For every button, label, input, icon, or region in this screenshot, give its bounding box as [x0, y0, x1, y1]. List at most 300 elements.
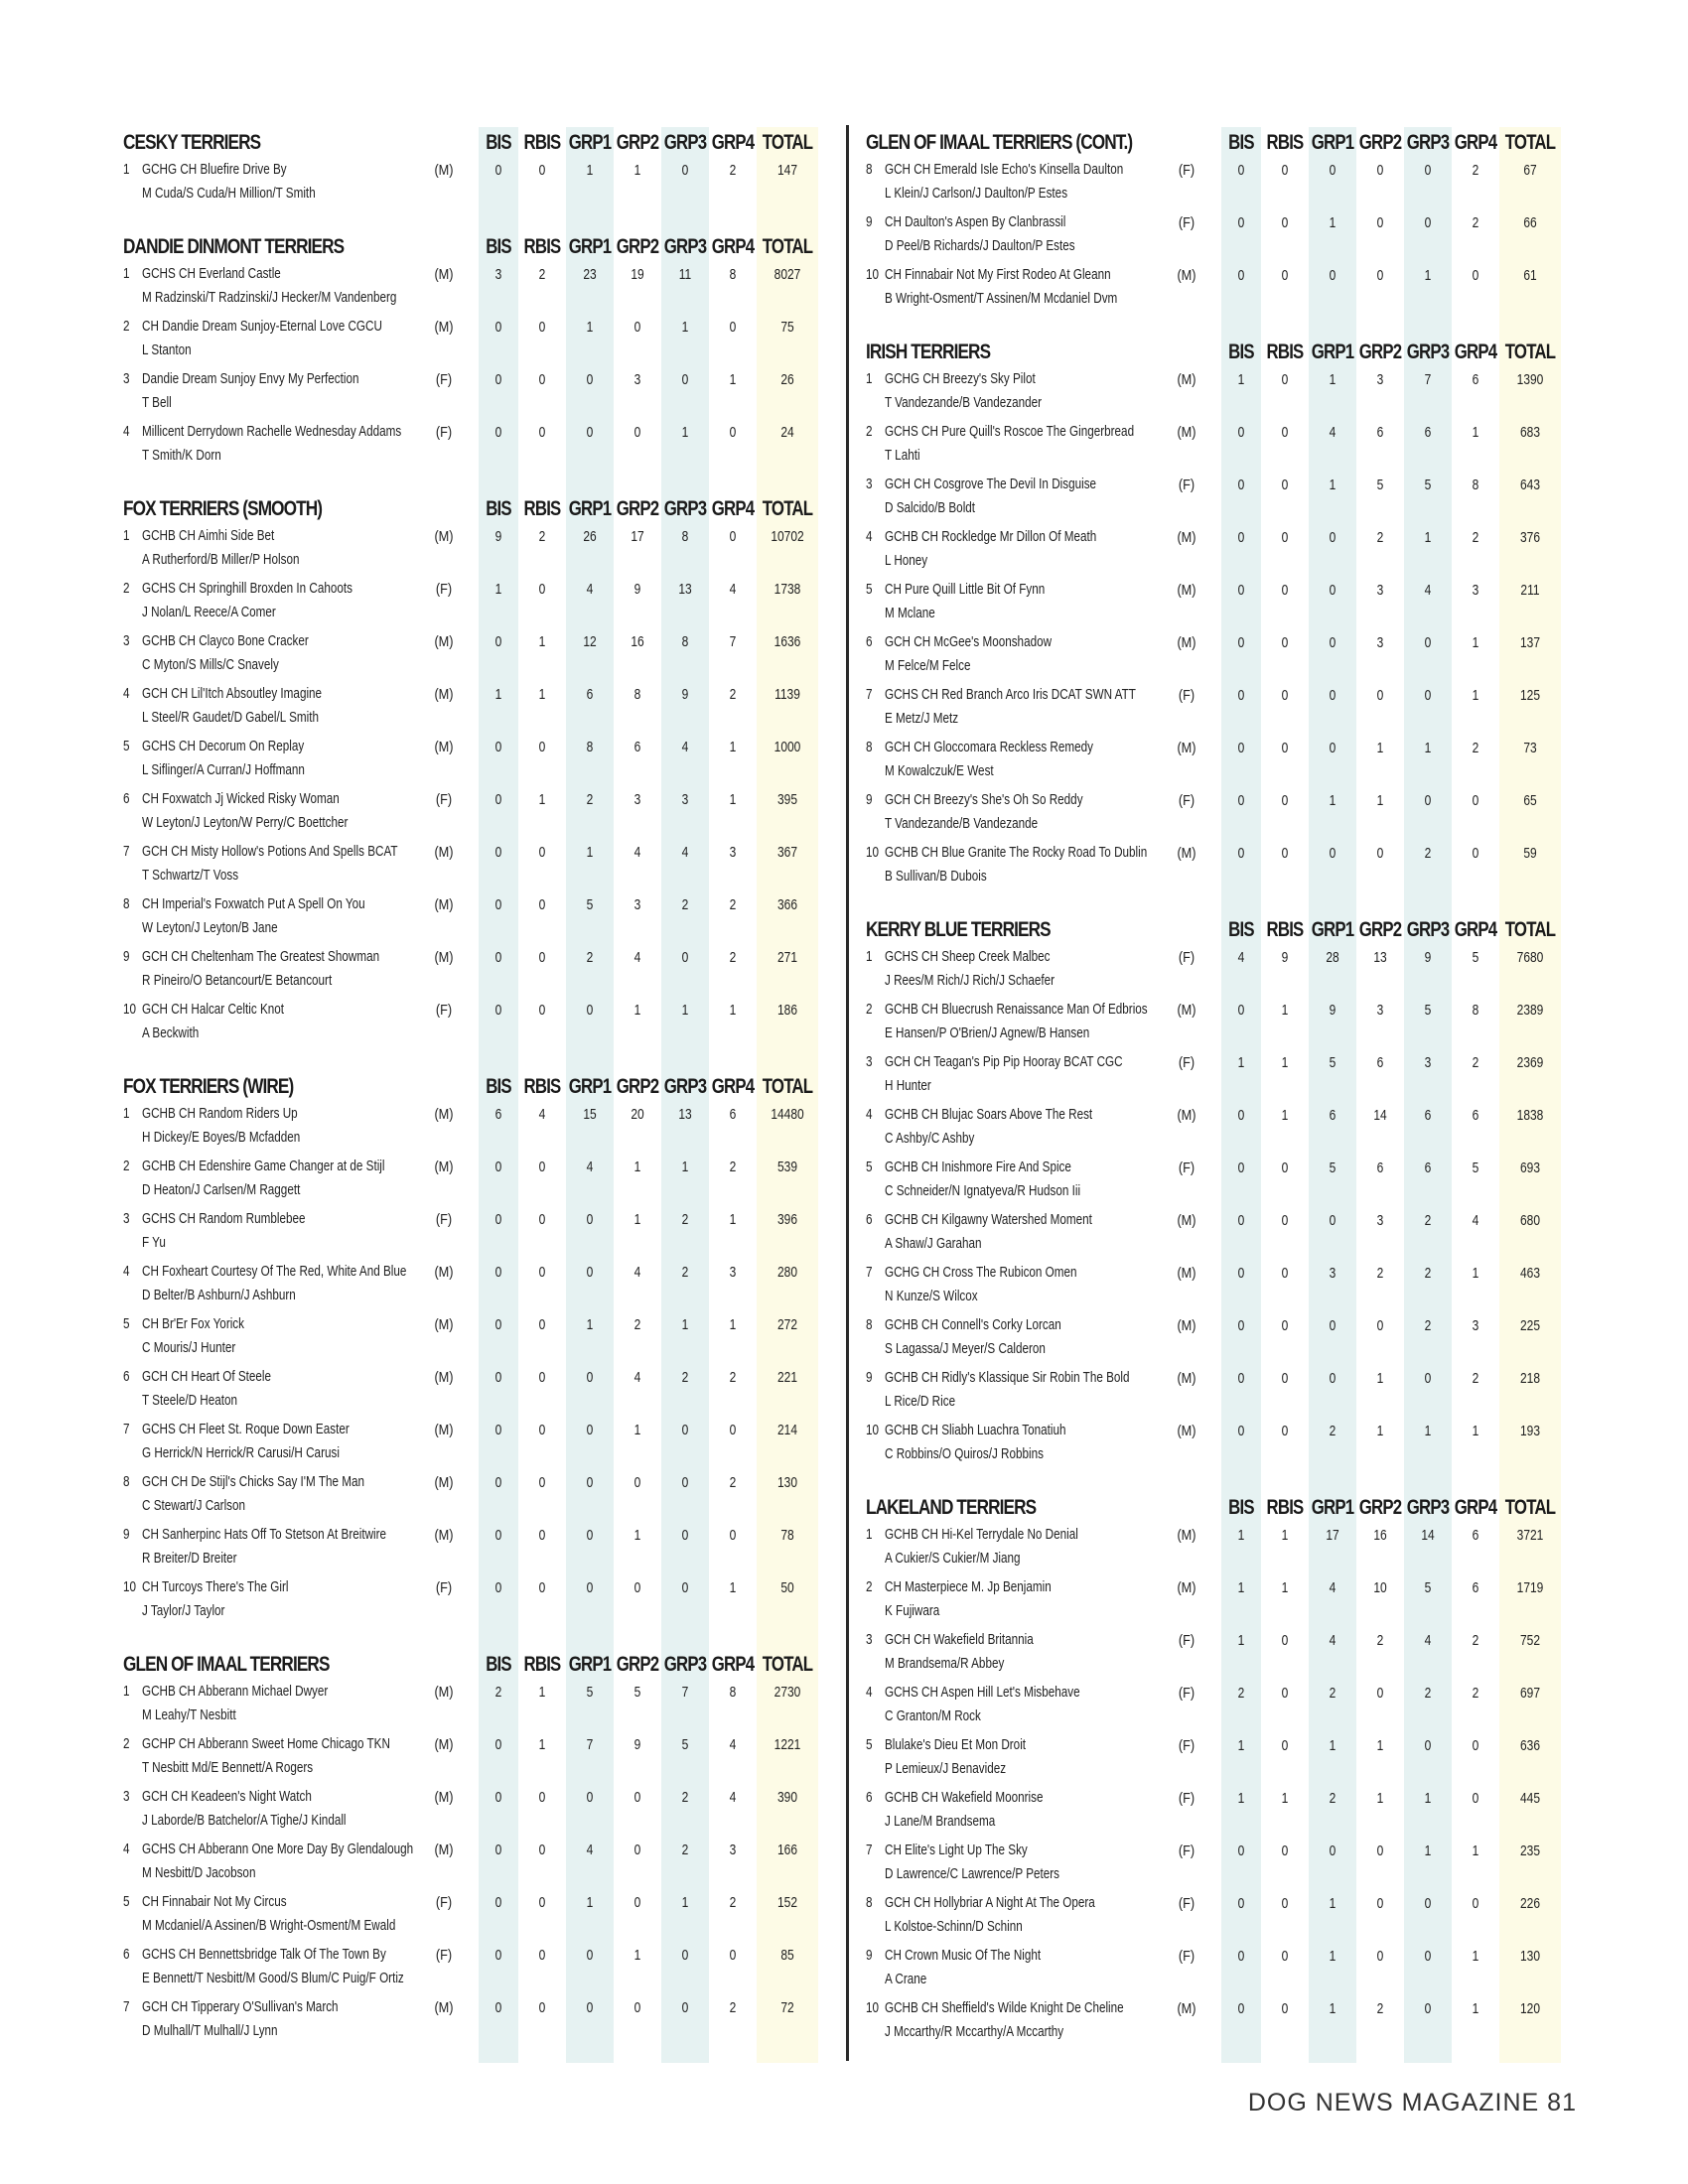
stat-grp3: 1	[1424, 1790, 1432, 1807]
sex-label: (F)	[1178, 1685, 1196, 1702]
ranking-entry	[866, 1576, 1561, 1629]
ranking-entry	[866, 789, 1561, 842]
ranking-entry	[866, 1104, 1561, 1157]
stat-grp1: 1	[1329, 1948, 1336, 1965]
stat-grp2: 0	[1376, 214, 1384, 231]
sex-label: (M)	[434, 896, 454, 913]
ranking-entry	[866, 842, 1561, 894]
ranking-entry	[866, 211, 1561, 264]
owner-names: D Lawrence/C Lawrence/P Peters	[885, 1865, 1060, 1882]
stat-grp1: 5	[586, 896, 594, 913]
stat-total: 463	[1519, 1265, 1541, 1282]
ranking-entry	[866, 1524, 1561, 1576]
stat-grp2: 0	[1376, 1317, 1384, 1334]
sex-label: (M)	[434, 844, 454, 861]
stat-grp3: 0	[681, 371, 689, 388]
dog-name: GCHG CH Breezy's Sky Pilot	[885, 370, 1036, 387]
ranking-entry	[123, 1208, 818, 1261]
sex-label: (M)	[1177, 371, 1196, 388]
dog-name: CH Daulton's Aspen By Clanbrassil	[885, 213, 1066, 230]
stat-grp4: 1	[729, 1579, 737, 1596]
ranking-entry	[866, 526, 1561, 579]
stat-grp4: 2	[729, 1159, 737, 1175]
stat-bis: 0	[494, 1422, 502, 1438]
column-header-grp1: GRP1	[568, 1653, 612, 1676]
owner-names: T Bell	[142, 394, 172, 411]
ranking-entry	[866, 159, 1561, 211]
column-header-bis: BIS	[486, 497, 511, 520]
stat-grp2: 16	[1373, 1527, 1387, 1544]
sex-label: (M)	[434, 162, 454, 179]
stat-grp4: 1	[729, 1211, 737, 1228]
stat-grp4: 6	[1472, 1579, 1479, 1596]
stat-grp4: 3	[729, 844, 737, 861]
stat-grp4: 4	[729, 581, 737, 598]
sex-label: (M)	[434, 319, 454, 336]
ranking-entry	[123, 1471, 818, 1524]
dog-name: CH Dandie Dream Sunjoy-Eternal Love CGCU	[142, 318, 382, 335]
section-header	[123, 1649, 818, 1681]
owner-names: C Granton/M Rock	[885, 1707, 981, 1724]
dog-name: GCHB CH Sheffield's Wilde Knight De Cheline	[885, 1999, 1124, 2016]
stat-grp3: 1	[1424, 1843, 1432, 1859]
stat-grp1: 0	[586, 1579, 594, 1596]
rank-number: 2	[123, 318, 130, 335]
stat-grp2: 3	[633, 791, 641, 808]
stat-grp4: 1	[729, 1002, 737, 1019]
stat-grp4: 0	[1472, 1737, 1479, 1754]
rank-number: 9	[866, 213, 873, 230]
column-header-bis: BIS	[1228, 131, 1254, 154]
ranking-entry	[866, 631, 1561, 684]
stat-rbis: 0	[538, 1842, 546, 1858]
stat-bis: 1	[1237, 1737, 1245, 1754]
ranking-entry	[123, 1366, 818, 1419]
stat-grp1: 1	[1329, 1737, 1336, 1754]
ranking-entry	[866, 1945, 1561, 1997]
owner-names: T Smith/K Dorn	[142, 447, 221, 464]
owner-names: H Dickey/E Boyes/B Mcfadden	[142, 1129, 301, 1146]
stat-grp3: 2	[1424, 1265, 1432, 1282]
breed-title: LAKELAND TERRIERS	[866, 1496, 1037, 1519]
column-header-grp2: GRP2	[616, 497, 659, 520]
stat-grp2: 2	[633, 1316, 641, 1333]
owner-names: A Rutherford/B Miller/P Holson	[142, 551, 300, 568]
rank-number: 6	[866, 633, 873, 650]
stat-rbis: 0	[538, 896, 546, 913]
owner-names: J Nolan/L Reece/A Comer	[142, 604, 276, 620]
sex-label: (F)	[435, 1947, 453, 1964]
stat-bis: 0	[1237, 582, 1245, 599]
stat-grp2: 13	[1373, 949, 1387, 966]
stat-grp4: 6	[1472, 1107, 1479, 1124]
sex-label: (F)	[435, 1579, 453, 1596]
stat-grp3: 0	[681, 949, 689, 966]
column-header-grp3: GRP3	[1406, 918, 1450, 941]
stat-rbis: 0	[1281, 2000, 1289, 2017]
owner-names: F Yu	[142, 1234, 166, 1251]
stat-bis: 6	[494, 1106, 502, 1123]
ranking-entry	[123, 159, 818, 211]
stat-rbis: 0	[538, 162, 546, 179]
breed-section	[866, 914, 1561, 1472]
stat-grp1: 1	[1329, 792, 1336, 809]
stat-grp1: 28	[1326, 949, 1339, 966]
sex-label: (M)	[434, 739, 454, 755]
stat-rbis: 0	[538, 1211, 546, 1228]
stat-grp3: 2	[1424, 1317, 1432, 1334]
owner-names: T Vandezande/B Vandezande	[885, 815, 1039, 832]
owner-names: C Mouris/J Hunter	[142, 1339, 236, 1356]
stat-grp1: 1	[586, 1894, 594, 1911]
stat-grp3: 13	[678, 1106, 692, 1123]
owner-names: E Metz/J Metz	[885, 710, 959, 727]
sex-label: (F)	[1178, 1895, 1196, 1912]
stat-bis: 0	[1237, 845, 1245, 862]
stat-grp2: 8	[633, 686, 641, 703]
stat-grp3: 8	[681, 528, 689, 545]
stat-bis: 0	[1237, 1948, 1245, 1965]
ranking-entry	[123, 683, 818, 736]
sex-label: (F)	[435, 791, 453, 808]
owner-names: T Schwartz/T Voss	[142, 867, 239, 884]
dog-name: CH Imperial's Foxwatch Put A Spell On You	[142, 895, 365, 912]
owner-names: M Felce/M Felce	[885, 657, 971, 674]
column-header-grp4: GRP4	[711, 1653, 755, 1676]
stat-grp3: 0	[681, 1527, 689, 1544]
sex-label: (F)	[435, 1894, 453, 1911]
stat-rbis: 0	[1281, 1685, 1289, 1702]
stat-grp3: 1	[1424, 529, 1432, 546]
stat-grp1: 0	[586, 1422, 594, 1438]
stat-total: 1838	[1516, 1107, 1544, 1124]
breed-title: CESKY TERRIERS	[123, 131, 261, 154]
stat-rbis: 0	[538, 1579, 546, 1596]
dog-name: CH Elite's Light Up The Sky	[885, 1842, 1028, 1858]
owner-names: W Leyton/J Leyton/B Jane	[142, 919, 278, 936]
rank-number: 2	[123, 580, 130, 597]
stat-total: 1139	[774, 686, 800, 703]
ranking-entry	[866, 999, 1561, 1051]
rank-number: 6	[123, 1368, 130, 1385]
stat-grp4: 1	[1472, 1423, 1479, 1439]
rank-number: 1	[123, 1105, 130, 1122]
rank-number: 7	[866, 686, 873, 703]
rank-number: 8	[866, 161, 873, 178]
column-header-total: TOTAL	[762, 1653, 813, 1676]
stat-grp2: 16	[631, 633, 644, 650]
stat-rbis: 0	[1281, 582, 1289, 599]
ranking-entry	[866, 1892, 1561, 1945]
owner-names: M Nesbitt/D Jacobson	[142, 1864, 256, 1881]
stat-grp4: 2	[729, 162, 737, 179]
stat-rbis: 2	[538, 528, 546, 545]
rank-number: 7	[123, 1421, 130, 1437]
stat-rbis: 0	[538, 319, 546, 336]
stat-grp1: 15	[583, 1106, 597, 1123]
column-header-grp1: GRP1	[1311, 131, 1354, 154]
stat-rbis: 0	[1281, 1737, 1289, 1754]
stat-total: 1000	[774, 739, 801, 755]
stat-grp4: 2	[1472, 1054, 1479, 1071]
sex-label: (M)	[1177, 2000, 1196, 2017]
dog-name: GCHS CH Bennettsbridge Talk Of The Town By	[142, 1946, 386, 1963]
stat-total: 78	[780, 1527, 794, 1544]
stat-grp1: 1	[586, 319, 594, 336]
sex-label: (M)	[1177, 1212, 1196, 1229]
rank-number: 2	[866, 1001, 873, 1018]
stat-grp2: 0	[1376, 687, 1384, 704]
stat-grp2: 5	[633, 1684, 641, 1701]
stat-total: 272	[776, 1316, 798, 1333]
sex-label: (M)	[434, 1842, 454, 1858]
rank-number: 5	[866, 1736, 873, 1753]
stat-bis: 0	[1237, 1212, 1245, 1229]
stat-grp4: 1	[729, 1316, 737, 1333]
rank-number: 4	[123, 423, 130, 440]
sex-label: (M)	[1177, 424, 1196, 441]
stat-grp1: 8	[586, 739, 594, 755]
dog-name: GCHB CH Edenshire Game Changer at de Stijl	[142, 1158, 385, 1174]
stat-grp4: 3	[1472, 582, 1479, 599]
owner-names: P Lemieux/J Benavidez	[885, 1760, 1007, 1777]
column-header-grp3: GRP3	[663, 235, 707, 258]
stat-total: 390	[776, 1789, 798, 1806]
column-header-rbis: RBIS	[523, 131, 561, 154]
stat-grp1: 17	[1326, 1527, 1339, 1544]
stat-grp3: 3	[1424, 1054, 1432, 1071]
breed-title: DANDIE DINMONT TERRIERS	[123, 235, 345, 258]
stat-bis: 0	[1237, 1895, 1245, 1912]
stat-bis: 1	[494, 581, 502, 598]
column-header-bis: BIS	[486, 1653, 511, 1676]
stat-grp2: 0	[1376, 845, 1384, 862]
stat-grp3: 0	[1424, 687, 1432, 704]
stat-rbis: 0	[1281, 740, 1289, 756]
rank-number: 2	[866, 1578, 873, 1595]
stat-grp3: 1	[681, 1316, 689, 1333]
rank-number: 8	[866, 1894, 873, 1911]
dog-name: CH Br'Er Fox Yorick	[142, 1315, 245, 1332]
stat-total: 75	[780, 319, 794, 336]
stat-bis: 0	[494, 1474, 502, 1491]
owner-names: T Vandezande/B Vandezander	[885, 394, 1043, 411]
dog-name: GCHB CH Sliabh Luachra Tonatiuh	[885, 1422, 1066, 1438]
column-header-rbis: RBIS	[523, 1075, 561, 1098]
owner-names: J Rees/M Rich/J Rich/J Schaefer	[885, 972, 1055, 989]
stat-total: 186	[776, 1002, 798, 1019]
stat-bis: 0	[494, 1947, 502, 1964]
stat-grp2: 1	[633, 1527, 641, 1544]
stat-grp2: 2	[1376, 2000, 1384, 2017]
stat-grp3: 2	[681, 1211, 689, 1228]
sex-label: (F)	[1178, 687, 1196, 704]
stat-total: 1738	[774, 581, 801, 598]
stat-grp2: 6	[1376, 1160, 1384, 1176]
column-header-grp2: GRP2	[616, 1653, 659, 1676]
rank-number: 8	[866, 1316, 873, 1333]
owner-names: G Herrick/N Herrick/R Carusi/H Carusi	[142, 1444, 340, 1461]
stat-grp2: 0	[633, 1789, 641, 1806]
stat-total: 395	[776, 791, 798, 808]
stat-grp1: 2	[1329, 1423, 1336, 1439]
column-header-grp3: GRP3	[663, 497, 707, 520]
stat-rbis: 0	[538, 1999, 546, 2016]
ranking-entry	[123, 630, 818, 683]
stat-grp1: 0	[1329, 1317, 1336, 1334]
stat-grp2: 4	[633, 1264, 641, 1281]
stat-grp4: 6	[1472, 371, 1479, 388]
stat-grp2: 3	[1376, 634, 1384, 651]
stat-bis: 0	[494, 1002, 502, 1019]
rank-number: 7	[123, 843, 130, 860]
owner-names: A Shaw/J Garahan	[885, 1235, 982, 1252]
owner-names: M Leahy/T Nesbitt	[142, 1706, 236, 1723]
stat-total: 376	[1519, 529, 1541, 546]
rank-number: 3	[123, 632, 130, 649]
dog-name: GCH CH Emerald Isle Echo's Kinsella Daulton	[885, 161, 1124, 178]
stat-total: 66	[1523, 214, 1537, 231]
column-header-grp3: GRP3	[1406, 131, 1450, 154]
sex-label: (F)	[1178, 1160, 1196, 1176]
stat-total: 643	[1519, 477, 1541, 493]
column-header-grp4: GRP4	[711, 1075, 755, 1098]
ranking-entry	[866, 1734, 1561, 1787]
stat-grp3: 2	[681, 1789, 689, 1806]
stat-grp3: 13	[678, 581, 692, 598]
rank-number: 6	[123, 790, 130, 807]
rank-number: 4	[123, 685, 130, 702]
stat-grp4: 1	[1472, 2000, 1479, 2017]
column-header-grp1: GRP1	[1311, 341, 1354, 363]
stat-bis: 0	[494, 1736, 502, 1753]
rank-number: 4	[123, 1841, 130, 1857]
sex-label: (M)	[1177, 1317, 1196, 1334]
stat-grp3: 0	[1424, 1737, 1432, 1754]
rank-number: 7	[123, 1998, 130, 2015]
stat-grp4: 0	[1472, 845, 1479, 862]
stat-rbis: 0	[538, 1316, 546, 1333]
stat-total: 152	[776, 1894, 798, 1911]
stat-grp2: 0	[633, 1999, 641, 2016]
rank-number: 1	[123, 1683, 130, 1700]
owner-names: M Radzinski/T Radzinski/J Hecker/M Vandenberg	[142, 289, 397, 306]
stat-rbis: 0	[1281, 529, 1289, 546]
ranking-entry	[866, 946, 1561, 999]
ranking-entry	[123, 1156, 818, 1208]
ranking-entry	[123, 1944, 818, 1996]
stat-grp1: 4	[1329, 1632, 1336, 1649]
stat-grp4: 1	[1472, 1948, 1479, 1965]
stat-grp4: 4	[729, 1789, 737, 1806]
stat-rbis: 0	[1281, 1423, 1289, 1439]
stat-grp1: 1	[1329, 1895, 1336, 1912]
ranking-entry	[866, 1157, 1561, 1209]
stat-rbis: 0	[538, 1894, 546, 1911]
sex-label: (F)	[1178, 1054, 1196, 1071]
stat-bis: 0	[1237, 477, 1245, 493]
stat-grp1: 0	[1329, 845, 1336, 862]
dog-name: GCHP CH Abberann Sweet Home Chicago TKN	[142, 1735, 390, 1752]
stat-grp3: 2	[681, 896, 689, 913]
rank-number: 4	[866, 1684, 873, 1701]
stat-grp3: 1	[681, 424, 689, 441]
stat-rbis: 0	[1281, 162, 1289, 179]
stat-grp1: 4	[1329, 1579, 1336, 1596]
owner-names: L Siflinger/A Curran/J Hoffmann	[142, 761, 305, 778]
sex-label: (M)	[434, 1369, 454, 1386]
stat-grp3: 0	[681, 1947, 689, 1964]
stat-grp2: 0	[1376, 162, 1384, 179]
stat-bis: 0	[1237, 1423, 1245, 1439]
column-header-grp1: GRP1	[1311, 1496, 1354, 1519]
column-header-rbis: RBIS	[523, 1653, 561, 1676]
stat-rbis: 0	[1281, 1160, 1289, 1176]
sex-label: (M)	[1177, 845, 1196, 862]
stat-rbis: 0	[1281, 845, 1289, 862]
column-header-grp1: GRP1	[568, 497, 612, 520]
section-header	[123, 1071, 818, 1103]
stat-grp1: 1	[586, 162, 594, 179]
stat-grp2: 1	[633, 1159, 641, 1175]
stat-grp3: 0	[681, 1579, 689, 1596]
ranking-entry	[866, 474, 1561, 526]
stat-total: 65	[1523, 792, 1537, 809]
sex-label: (M)	[1177, 1265, 1196, 1282]
ranking-entry	[123, 578, 818, 630]
stat-grp4: 0	[1472, 1895, 1479, 1912]
column-header-grp1: GRP1	[568, 1075, 612, 1098]
sex-label: (M)	[1177, 740, 1196, 756]
stat-grp4: 2	[1472, 1632, 1479, 1649]
stat-bis: 0	[1237, 1843, 1245, 1859]
column-header-grp4: GRP4	[1454, 131, 1497, 154]
stat-grp3: 2	[1424, 1685, 1432, 1702]
stat-bis: 0	[1237, 1317, 1245, 1334]
stat-grp2: 20	[631, 1106, 644, 1123]
rank-number: 3	[123, 1788, 130, 1805]
stat-grp3: 0	[1424, 1370, 1432, 1387]
stat-grp1: 0	[586, 1474, 594, 1491]
stat-total: 61	[1523, 267, 1537, 284]
stat-bis: 0	[494, 1842, 502, 1858]
stat-rbis: 1	[538, 686, 546, 703]
stat-rbis: 0	[1281, 1212, 1289, 1229]
ranking-entry	[123, 1996, 818, 2049]
stat-bis: 0	[1237, 214, 1245, 231]
stat-bis: 2	[1237, 1685, 1245, 1702]
sex-label: (M)	[434, 686, 454, 703]
column-header-grp4: GRP4	[1454, 341, 1497, 363]
rank-number: 8	[123, 895, 130, 912]
rank-number: 6	[123, 1946, 130, 1963]
column-header-bis: BIS	[1228, 918, 1254, 941]
stat-total: 73	[1523, 740, 1537, 756]
stat-grp4: 1	[729, 791, 737, 808]
sex-label: (M)	[434, 1264, 454, 1281]
stat-rbis: 1	[1281, 1579, 1289, 1596]
sex-label: (M)	[434, 1422, 454, 1438]
owner-names: B Wright-Osment/T Assinen/M Mcdaniel Dvm	[885, 290, 1118, 307]
stat-grp2: 3	[1376, 1002, 1384, 1019]
stat-grp3: 2	[1424, 1212, 1432, 1229]
stat-rbis: 1	[538, 633, 546, 650]
sex-label: (F)	[1178, 1790, 1196, 1807]
sex-label: (F)	[1178, 1948, 1196, 1965]
stat-total: 3721	[1516, 1527, 1544, 1544]
stat-grp3: 0	[1424, 2000, 1432, 2017]
stat-grp3: 0	[1424, 792, 1432, 809]
